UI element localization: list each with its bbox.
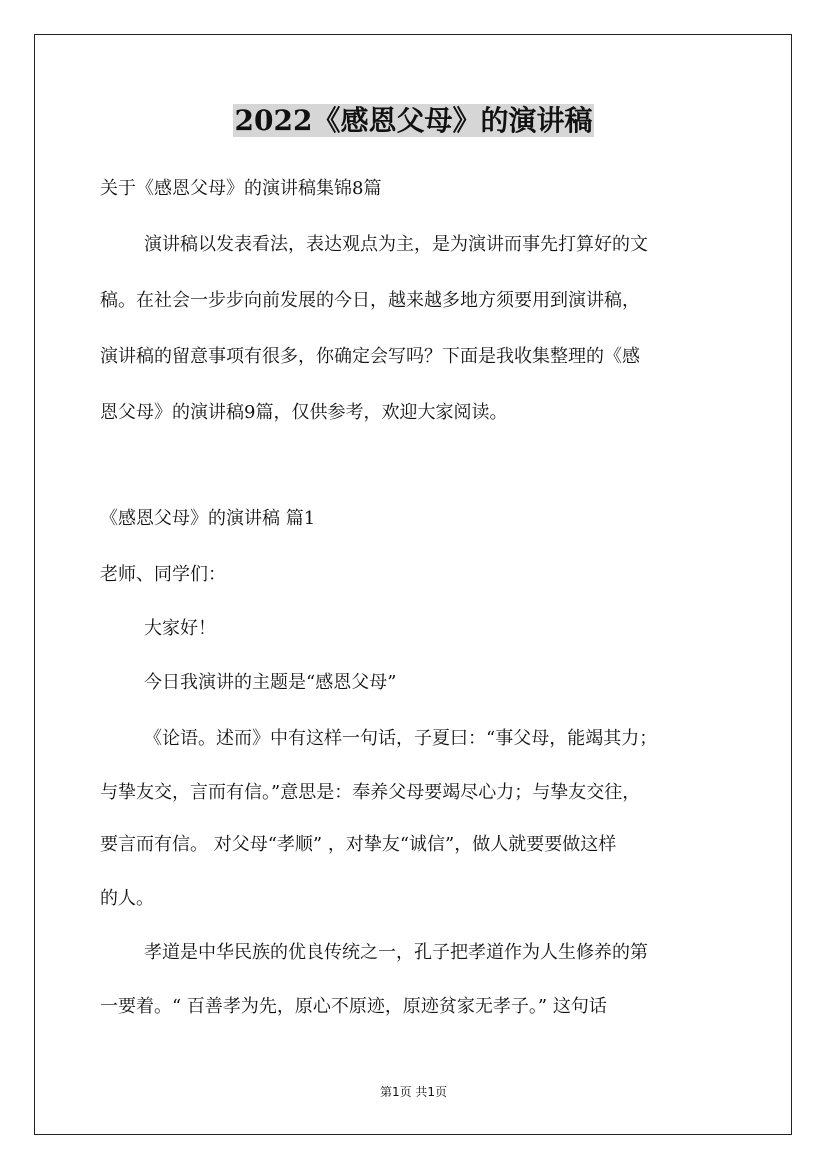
document-title: 2022《感恩父母》的演讲稿 (234, 104, 593, 137)
intro-line: 演讲稿的留意事项有很多，你确定会写吗？下面是我收集整理的《感 (100, 346, 640, 367)
paragraph-line: 《论语。述而》中有这样一句话，子夏曰：“事父母，能竭其力； (144, 728, 658, 749)
paragraph-line: 一要着。“ 百善孝为先，原心不原迹，原迹贫家无孝子。” 这句话 (100, 996, 607, 1017)
paragraph-line: 的人。 (100, 888, 154, 909)
intro-line: 演讲稿以发表看法，表达观点为主，是为演讲而事先打算好的文 (144, 234, 648, 255)
paragraph-line: 要言而有信。 对父母“孝顺” ，对挚友“诚信”，做人就要要做这样 (100, 834, 617, 855)
page-number-footer: 第1页 共1页 (379, 1085, 448, 1099)
section-heading: 《感恩父母》的演讲稿 篇1 (100, 508, 316, 529)
intro-line: 恩父母》的演讲稿9篇，仅供参考，欢迎大家阅读。 (100, 402, 508, 423)
intro-line: 稿。在社会一步步向前发展的今日，越来越多地方须要用到演讲稿， (100, 290, 640, 311)
salutation: 老师、同学们： (100, 564, 226, 585)
greeting: 大家好！ (144, 618, 216, 639)
topic-line: 今日我演讲的主题是“感恩父母” (144, 672, 397, 693)
document-subtitle: 关于《感恩父母》的演讲稿集锦8篇 (100, 178, 382, 199)
paragraph-line: 孝道是中华民族的优良传统之一，孔子把孝道作为人生修养的第 (144, 942, 648, 963)
paragraph-line: 与挚友交，言而有信。”意思是：奉养父母要竭尽心力；与挚友交往， (100, 782, 641, 803)
